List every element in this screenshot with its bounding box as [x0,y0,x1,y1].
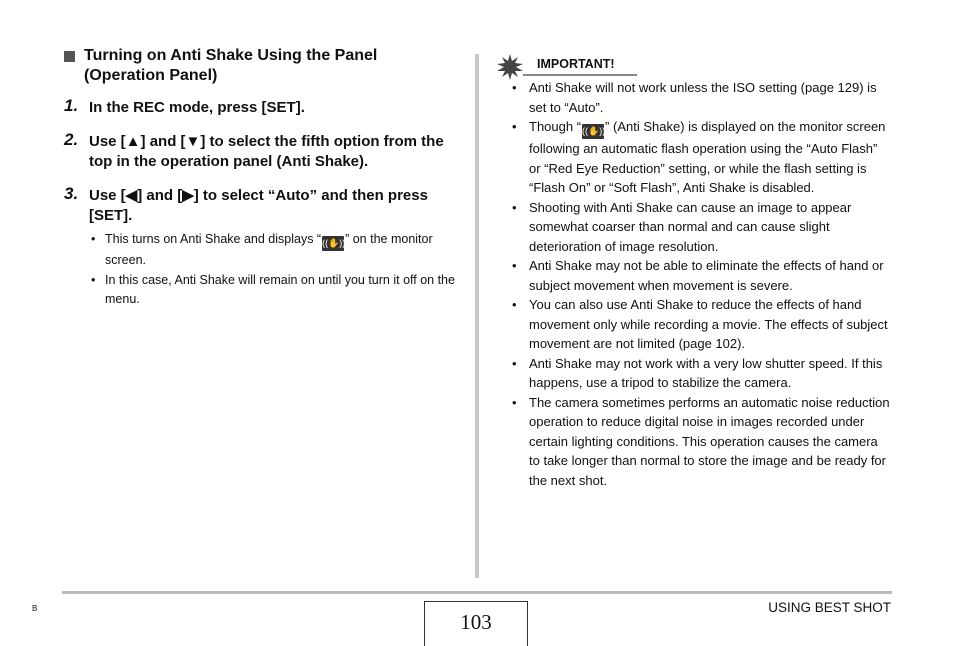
left-column [62,46,462,310]
step-3 [62,186,462,226]
footer-rule [62,591,892,594]
list-item: • Anti Shake will not work unless the ISO setting (page 129) is set to “Auto”. [497,78,892,117]
list-item [497,117,892,198]
note-text: This turns on Anti Shake and displays “ [105,232,322,246]
step-number: 3. [64,184,79,203]
note-text: ” on the monitor screen. [105,232,433,267]
step-text: In the REC mode, press [SET]. [89,99,305,116]
important-label: IMPORTANT! [537,57,615,71]
anti-shake-icon: ((✋)) [582,124,604,139]
list-item: • In this case, Anti Shake will remain on until you turn it off on the menu. [89,271,462,310]
list-item: • The camera sometimes performs an automatic noise reduction operation to reduce digital noise in images recorded under certain lighting conditions. This operation causes the camera to take longer than normal to store the image and be ready for the next shot. [497,393,892,491]
step-number: 1. [64,96,79,115]
starburst-icon [497,54,523,80]
step-3-notes [62,230,462,310]
heading-line-2: (Operation Panel) [84,67,218,84]
footer-mark: B [32,604,38,613]
list-item: • You can also use Anti Shake to reduce the effects of hand movement only while recording a movie. The effects of subject movement are not limited (page 102). [497,295,892,354]
note-text: ” (Anti Shake) is displayed on the monitor screen following an automatic flash operation using the “Auto Flash” or “Red Eye Reduction” setting, or while the flash setting is “Flash On” or “Soft Flash”, Anti Shake is disabled. [529,119,886,195]
section-heading [62,46,462,86]
step-1 [62,98,462,118]
list-item [89,230,462,271]
heading-line-1: Turning on Anti Shake Using the Panel [84,47,378,64]
list-item: • Anti Shake may not be able to eliminate the effects of hand or subject movement when movement is severe. [497,256,892,295]
important-box [497,54,892,490]
important-notes [497,78,892,490]
note-text: Though “ [529,119,582,134]
section-name: USING BEST SHOT [768,600,891,615]
step-text: Use [◀] and [▶] to select “Auto” and then press [SET]. [89,187,428,224]
list-item: • Shooting with Anti Shake can cause an image to appear somewhat coarser than normal and can cause slight deterioration of image resolution. [497,198,892,257]
important-header [497,54,892,76]
list-item: • Anti Shake may not work with a very low shutter speed. If this happens, use a tripod to stabilize the camera. [497,354,892,393]
step-number: 2. [64,130,79,149]
step-text: Use [▲] and [▼] to select the fifth option from the top in the operation panel (Anti Shake). [89,133,444,170]
important-underline [523,74,637,76]
column-divider [475,54,479,578]
page-number: 103 [424,601,528,646]
square-bullet-icon [64,51,75,62]
anti-shake-icon: ((✋)) [322,236,344,251]
step-2 [62,132,462,172]
